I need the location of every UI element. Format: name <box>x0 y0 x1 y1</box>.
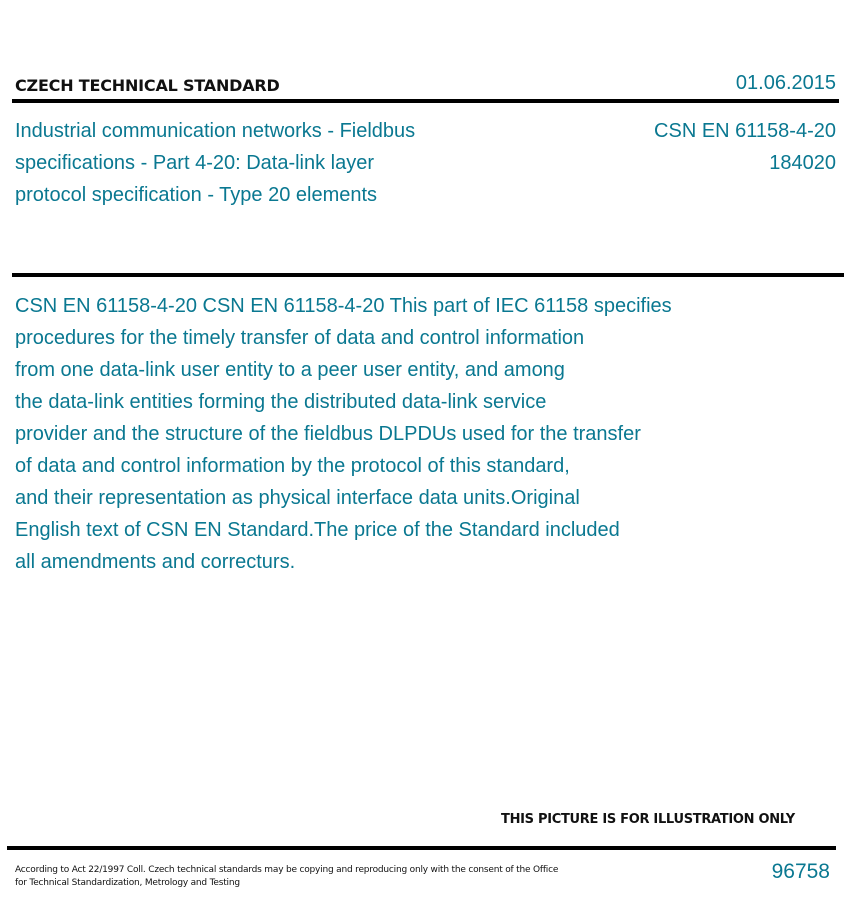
standard-title: Industrial communication networks - Fieldbus specifications - Part 4-20: Data-link layer protocol specification - Type 20 elements <box>15 120 416 206</box>
illustration-disclaimer: THIS PICTURE IS FOR ILLUSTRATION ONLY <box>501 812 795 827</box>
catalog-number: 96758 <box>771 860 830 883</box>
section-divider <box>12 273 844 277</box>
legal-notice: According to Act 22/1997 Coll. Czech technical standards may be copying and reproducing only with the consent of the Office for Technical Standardization, Metrology and Testing <box>15 865 559 888</box>
header-divider <box>12 99 839 103</box>
standard-designation: CSN EN 61158-4-20 <box>654 120 836 142</box>
footer-divider <box>7 846 836 850</box>
standard-classification: 184020 <box>769 152 836 174</box>
document-header-title: CZECH TECHNICAL STANDARD <box>15 76 280 95</box>
standard-codes <box>654 115 836 179</box>
standard-abstract: CSN EN 61158-4-20 CSN EN 61158-4-20 This part of IEC 61158 specifies procedures for the timely transfer of data and control information from one data-link user entity to a peer user entity, and among the data-link entities forming the distributed data-link service provider and the structure of the fieldbus DLPDUs used for the transfer of data and control information by the protocol of this standard, and their representation as physical interface data units.Original English text of CSN EN Standard.The price of the Standard included all amendments and correcturs. <box>15 295 672 573</box>
publication-date: 01.06.2015 <box>735 72 836 94</box>
